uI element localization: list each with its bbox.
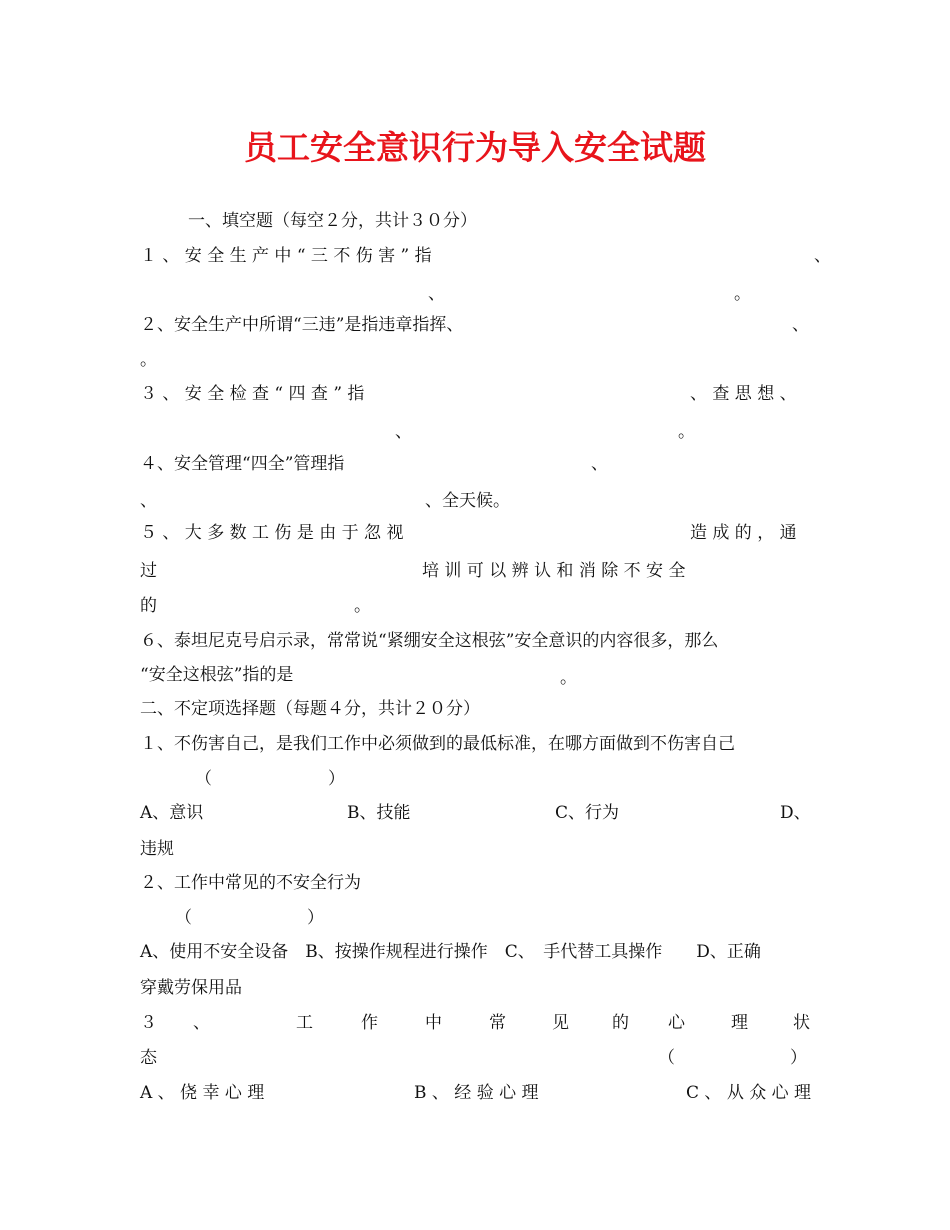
question-1-4-separator: 、 [591, 454, 608, 474]
option-c: C 、 从 众 心 理 [686, 1083, 812, 1103]
question-1-5-end: 。 [354, 596, 371, 616]
option-d: D、 [780, 803, 811, 823]
answer-paren-close: ） [328, 769, 345, 789]
question-2-2-options-continued: 穿戴劳保用品 [140, 978, 242, 998]
answer-paren-close: ） [790, 1048, 807, 1068]
question-1-2-separator: 、 [792, 315, 809, 335]
question-1-4-separator: 、 [140, 491, 157, 511]
option-a: A、意识 [140, 803, 204, 823]
option-b: B、技能 [347, 803, 411, 823]
option-d-continued: 违规 [140, 839, 174, 859]
question-2-3-separator: 、 [193, 1013, 210, 1033]
question-1-6-text: ６、泰坦尼克号启示录，常常说“紧绷安全这根弦”安全意识的内容很多，那么 [140, 631, 719, 651]
document-title: 员工安全意识行为导入安全试题 [244, 128, 706, 167]
question-2-3-word: 心 [668, 1013, 685, 1033]
section-heading-fill-in: 一、填空题（每空２分，共计３０分） [188, 211, 477, 231]
question-2-3-word: 常 [489, 1013, 506, 1033]
question-2-3-word: 理 [731, 1013, 748, 1033]
question-2-3-word: 作 [361, 1013, 378, 1033]
question-1-5-line3-start: 的 [140, 596, 157, 616]
question-2-3-word: 工 [296, 1013, 313, 1033]
question-2-3-line2: 态 [140, 1048, 157, 1068]
question-2-3-word: 见 [552, 1013, 569, 1033]
question-1-3-end: 。 [678, 422, 695, 442]
option-c: C、行为 [555, 803, 620, 823]
question-2-3-word: 的 [612, 1013, 629, 1033]
question-1-3-middle: 、 查 思 想 、 [690, 384, 797, 404]
question-1-5-line2-end: 培 训 可 以 辨 认 和 消 除 不 安 全 [422, 561, 686, 581]
question-1-1-end: 。 [734, 284, 751, 304]
question-1-4-tail: 、全天候。 [425, 491, 510, 511]
answer-paren-open: （ [195, 769, 212, 789]
question-1-1-separator: 、 [814, 246, 831, 266]
question-2-2-options: A、使用不安全设备 B、按操作规程进行操作 C、 手代替工具操作 D、正确 [140, 942, 761, 962]
question-1-5-text: ５ 、 大 多 数 工 伤 是 由 于 忽 视 [140, 523, 404, 543]
question-1-4-text: ４、安全管理“四全”管理指 [140, 454, 345, 474]
answer-paren-open: （ [658, 1048, 675, 1068]
question-1-3-separator: 、 [395, 422, 412, 442]
question-1-6-line2: “安全这根弦”指的是 [140, 665, 294, 685]
question-2-3-number: ３ [140, 1013, 157, 1033]
question-2-2-text: ２、工作中常见的不安全行为 [140, 873, 361, 893]
question-1-1-text: １ 、 安 全 生 产 中 “ 三 不 伤 害 ” 指 [140, 246, 432, 266]
question-1-5-middle: 造 成 的 ， 通 [690, 523, 797, 543]
question-1-6-end: 。 [560, 668, 577, 688]
option-b: B 、 经 验 心 理 [414, 1083, 539, 1103]
question-2-3-word: 状 [793, 1013, 810, 1033]
question-1-3-text: ３ 、 安 全 检 查 “ 四 查 ” 指 [140, 384, 365, 404]
option-a: A 、 侥 幸 心 理 [140, 1083, 265, 1103]
question-1-1-separator: 、 [428, 284, 445, 304]
question-1-5-line2-start: 过 [140, 561, 157, 581]
question-2-1-text: １、不伤害自己，是我们工作中必须做到的最低标准，在哪方面做到不伤害自己 [140, 734, 735, 754]
question-1-2-end: 。 [140, 350, 157, 370]
answer-paren-open: （ [175, 908, 192, 928]
section-heading-multiple-choice: 二、不定项选择题（每题４分，共计２０分） [140, 699, 480, 719]
question-1-2-text: ２、安全生产中所谓“三违”是指违章指挥、 [140, 315, 464, 335]
question-2-3-word: 中 [425, 1013, 442, 1033]
answer-paren-close: ） [307, 908, 324, 928]
